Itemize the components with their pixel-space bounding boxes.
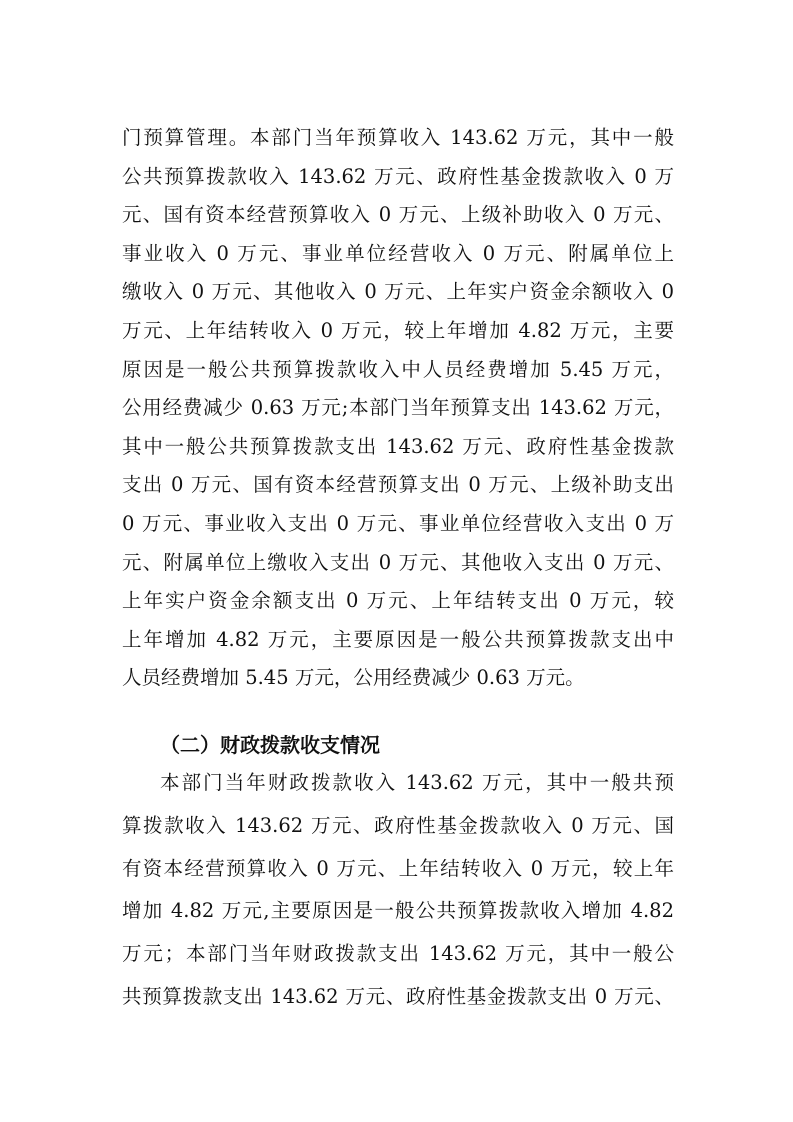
paragraph-1-line: 万元、上年结转收入 0 万元，较上年增加 4.82 万元，主要 [122,319,674,342]
paragraph-1-line: 公用经费减少 0.63 万元;本部门当年预算支出 143.62 万元， [122,396,674,419]
paragraph-1-line: 事业收入 0 万元、事业单位经营收入 0 万元、附属单位上 [122,242,674,265]
paragraph-1-line: 0 万元、事业收入支出 0 万元、事业单位经营收入支出 0 万 [122,512,674,535]
paragraph-1-line: 人员经费增加 5.45 万元，公用经费减少 0.63 万元。 [122,666,585,689]
paragraph-1-line: 其中一般公共预算拨款支出 143.62 万元、政府性基金拨款 [122,435,674,458]
paragraph-2-line: 共预算拨款支出 143.62 万元、政府性基金拨款支出 0 万元、 [122,985,674,1008]
paragraph-2-line: 有资本经营预算收入 0 万元、上年结转收入 0 万元，较上年 [122,857,674,880]
paragraph-2-line: 增加 4.82 万元,主要原因是一般公共预算拨款收入增加 4.82 [122,899,674,922]
paragraph-1-line: 元、国有资本经营预算收入 0 万元、上级补助收入 0 万元、 [122,203,674,226]
paragraph-2-line: 算拨款收入 143.62 万元、政府性基金拨款收入 0 万元、国 [122,814,674,837]
paragraph-1-line: 上年增加 4.82 万元，主要原因是一般公共预算拨款支出中 [122,628,674,651]
paragraph-1-line: 元、附属单位上缴收入支出 0 万元、其他收入支出 0 万元、 [122,551,674,574]
paragraph-1-line: 上年实户资金余额支出 0 万元、上年结转支出 0 万元，较 [122,589,674,612]
paragraph-1-line: 缴收入 0 万元、其他收入 0 万元、上年实户资金余额收入 0 [122,280,674,303]
section-heading: （二）财政拨款收支情况 [160,733,380,757]
paragraph-1-line: 原因是一般公共预算拨款收入中人员经费增加 5.45 万元， [122,358,674,381]
paragraph-1-line: 公共预算拨款收入 143.62 万元、政府性基金拨款收入 0 万 [122,165,674,188]
paragraph-2-line: 万元；本部门当年财政拨款支出 143.62 万元，其中一般公 [122,942,674,965]
paragraph-1-line: 支出 0 万元、国有资本经营预算支出 0 万元、上级补助支出 [122,473,674,496]
paragraph-1-line: 门预算管理。本部门当年预算收入 143.62 万元，其中一般 [122,126,674,149]
paragraph-2-line: 本部门当年财政拨款收入 143.62 万元，其中一般共预 [160,771,674,794]
